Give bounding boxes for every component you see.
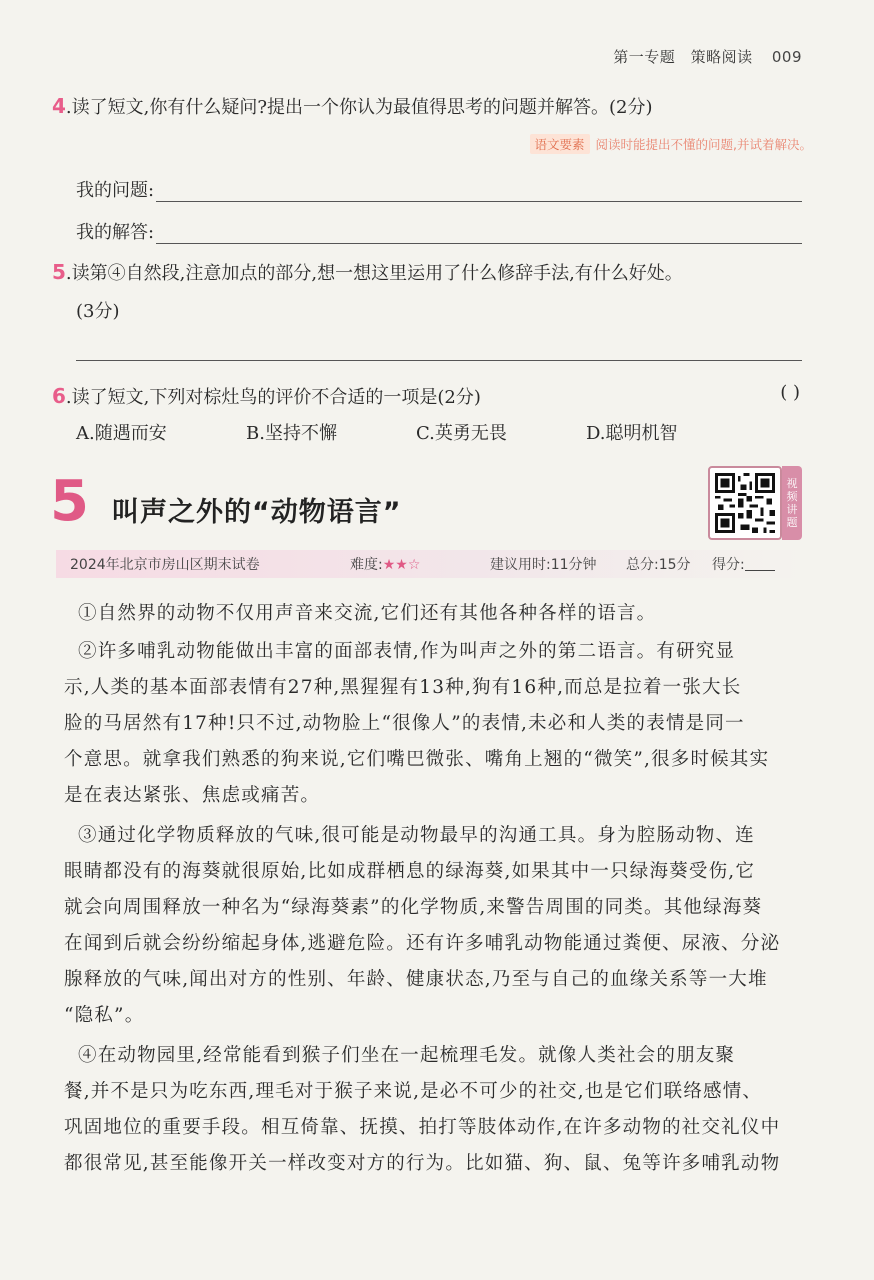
tip-tag: 语文要素	[530, 134, 590, 154]
option-a[interactable]: A.随遇而安	[76, 423, 167, 444]
exam-source: 2024年北京市房山区期末试卷	[70, 557, 260, 573]
header-section: 策略阅读	[690, 48, 753, 66]
score-label: 得分:	[712, 557, 745, 573]
question-5-text: .读第④自然段,注意加点的部分,想一想这里运用了什么修辞手法,有什么好处。	[65, 263, 683, 284]
article-line: 眼睛都没有的海葵就很原始,比如成群栖息的绿海葵,如果其中一只绿海葵受伤,它	[64, 861, 756, 882]
exercise-meta-bar	[56, 550, 802, 578]
header-chapter: 第一专题	[613, 48, 676, 66]
video-tab-char: 题	[786, 516, 798, 529]
article-line: 在闻到后就会纷纷缩起身体,逃避危险。还有许多哺乳动物能通过粪便、尿液、分泌	[64, 933, 781, 954]
difficulty-stars-icon: ★★☆	[382, 557, 421, 573]
score-blank[interactable]	[745, 557, 775, 571]
article-line: ②许多哺乳动物能做出丰富的面部表情,作为叫声之外的第二语言。有研究显	[78, 641, 736, 662]
article-line: 个意思。就拿我们熟悉的狗来说,它们嘴巴微张、嘴角上翘的“微笑”,很多时候其实	[64, 749, 770, 770]
question-5-number: 5	[52, 260, 66, 284]
page-header	[603, 46, 802, 67]
tip-text: 阅读时能提出不懂的问题,并试着解决。	[595, 137, 812, 152]
section-title: 叫声之外的“动物语言”	[112, 497, 402, 528]
question-4-text: .读了短文,你有什么疑问?提出一个你认为最值得思考的问题并解答。(2分)	[65, 97, 653, 118]
video-tab-char: 讲	[786, 503, 798, 516]
article-line: “隐私”。	[64, 1005, 145, 1026]
my-answer-label: 我的解答:	[76, 222, 155, 243]
option-d[interactable]: D.聪明机智	[586, 423, 678, 444]
question-6	[52, 382, 481, 412]
my-answer-line[interactable]	[156, 226, 802, 244]
my-answer-row	[76, 214, 802, 244]
article-line: ④在动物园里,经常能看到猴子们坐在一起梳理毛发。就像人类社会的朋友聚	[78, 1045, 736, 1066]
article-line: 餐,并不是只为吃东西,理毛对于猴子来说,是必不可少的社交,也是它们联络感情、	[64, 1081, 763, 1102]
question-5-score: (3分)	[76, 301, 120, 322]
difficulty	[350, 554, 490, 574]
my-question-line[interactable]	[156, 184, 802, 202]
article-line: 巩固地位的重要手段。相互倚靠、抚摸、拍打等肢体动作,在许多动物的社交礼仪中	[64, 1117, 781, 1138]
video-tab-char: 视	[786, 477, 798, 490]
my-question-label: 我的问题:	[76, 180, 155, 201]
page-number: 009	[771, 48, 802, 66]
article-line: 脸的马居然有17种!只不过,动物脸上“很像人”的表情,未必和人类的表情是同一	[64, 713, 745, 734]
language-tip	[530, 134, 813, 154]
video-tab-char: 频	[786, 490, 798, 503]
question-4	[52, 92, 653, 122]
question-5	[52, 258, 683, 288]
video-tab[interactable]	[782, 466, 802, 540]
article-line: 是在表达紧张、焦虑或痛苦。	[64, 785, 321, 806]
section-number: 5	[50, 469, 89, 534]
suggested-time: 建议用时:11分钟	[490, 557, 597, 573]
question-6-number: 6	[52, 384, 66, 408]
article-line: ③通过化学物质释放的气味,很可能是动物最早的沟通工具。身为腔肠动物、连	[78, 825, 755, 846]
article-line: 示,人类的基本面部表情有27种,黑猩猩有13种,狗有16种,而总是拉着一张大长	[64, 677, 742, 698]
question-4-number: 4	[52, 94, 66, 118]
question-6-options	[76, 420, 756, 448]
article-paragraph-1: ①自然界的动物不仅用声音来交流,它们还有其他各种各样的语言。	[78, 603, 657, 624]
difficulty-label: 难度:	[350, 557, 383, 573]
total-score: 总分:15分	[626, 557, 691, 573]
article-line: 腺释放的气味,闻出对方的性别、年龄、健康状态,乃至与自己的血缘关系等一大堆	[64, 969, 768, 990]
qr-code-icon[interactable]	[708, 466, 782, 540]
option-c[interactable]: C.英勇无畏	[416, 423, 507, 444]
question-5-answer-line[interactable]	[76, 360, 802, 361]
option-b[interactable]: B.坚持不懈	[246, 423, 337, 444]
my-question-row	[76, 172, 802, 202]
article-line: 就会向周围释放一种名为“绿海葵素”的化学物质,来警告周围的同类。其他绿海葵	[64, 897, 763, 918]
answer-parentheses[interactable]: ( )	[780, 382, 800, 403]
article-line: 都很常见,甚至能像开关一样改变对方的行为。比如猫、狗、鼠、兔等许多哺乳动物	[64, 1153, 781, 1174]
question-6-text: .读了短文,下列对棕灶鸟的评价不合适的一项是(2分)	[65, 387, 481, 408]
